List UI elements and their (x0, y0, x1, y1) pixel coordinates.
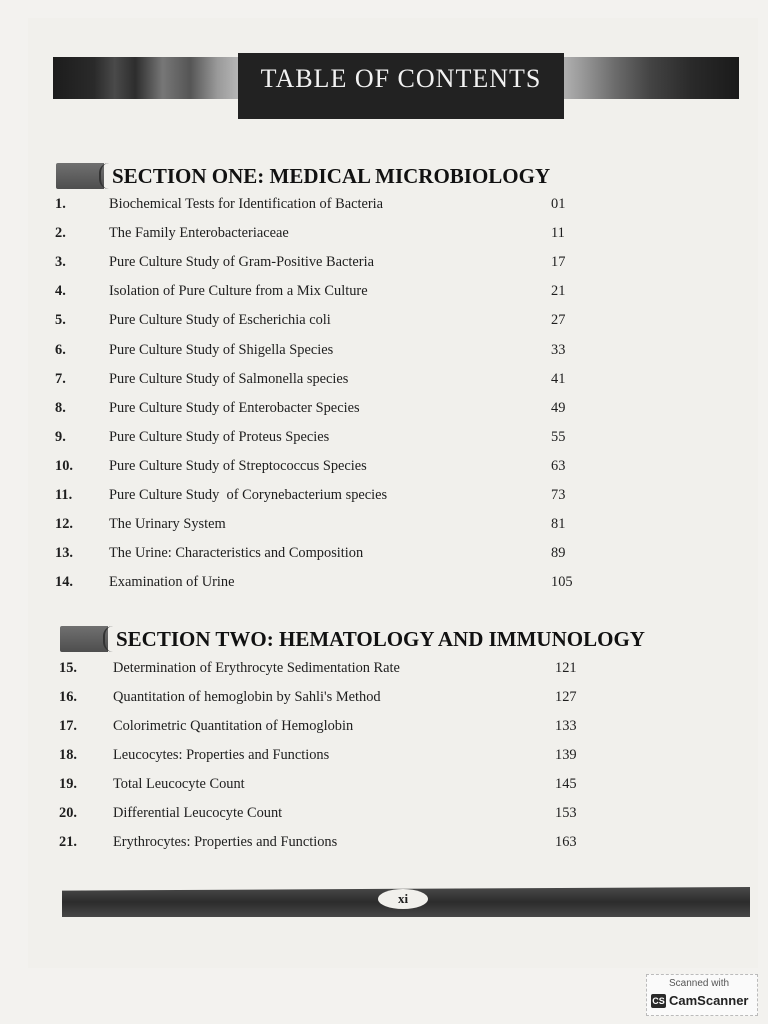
toc-row (55, 458, 655, 480)
toc-entry-title: Pure Culture Study of Proteus Species (109, 428, 330, 445)
toc-entry-page: 17 (551, 254, 566, 271)
toc-row (55, 342, 655, 364)
toc-row (55, 312, 655, 334)
toc-entry-title: Pure Culture Study of Streptococcus Species (109, 457, 367, 474)
toc-entry-title: Pure Culture Study of Corynebacterium species (109, 487, 388, 503)
toc-entry-title: Pure Culture Study of Salmonella species (109, 370, 349, 387)
toc-row (59, 805, 659, 827)
toc-row (55, 429, 655, 451)
toc-entry-title: Determination of Erythrocyte Sedimentation Rate (113, 660, 400, 676)
toc-row (59, 776, 659, 798)
toc-row (55, 283, 655, 305)
page-title: TABLE OF CONTENTS (238, 53, 564, 119)
toc-entry-title: Examination of Urine (109, 574, 235, 591)
toc-entry-title: The Family Enterobacteriaceae (109, 225, 289, 242)
section-two-title: SECTION TWO: HEMATOLOGY AND IMMUNOLOGY (116, 626, 645, 651)
toc-entry-title: The Urinary System (109, 516, 226, 533)
toc-entry-number: 13. (55, 545, 73, 562)
toc-entry-title: Colorimetric Quantitation of Hemoglobin (113, 718, 354, 734)
toc-entry-page: 27 (551, 312, 566, 329)
toc-entry-number: 4. (55, 283, 66, 300)
toc-entry-page: 127 (555, 689, 577, 705)
toc-entry-number: 20. (59, 805, 77, 821)
toc-entry-page: 33 (551, 341, 566, 358)
toc-entry-page: 41 (551, 370, 566, 387)
toc-entry-number: 9. (55, 428, 66, 445)
toc-entry-page: 153 (555, 805, 577, 821)
toc-entry-number: 11. (55, 487, 73, 503)
toc-entry-page: 01 (551, 196, 566, 212)
toc-entry-page: 139 (555, 747, 577, 763)
toc-row (55, 225, 655, 247)
toc-entry-number: 10. (55, 457, 73, 474)
toc-entry-number: 8. (55, 399, 66, 416)
toc-entry-page: 11 (551, 225, 565, 242)
toc-entry-number: 15. (59, 660, 77, 676)
toc-entry-number: 16. (59, 689, 77, 705)
toc-entry-title: Leucocytes: Properties and Functions (113, 747, 330, 763)
toc-row (55, 371, 655, 393)
toc-entry-title: The Urine: Characteristics and Composition (109, 545, 364, 562)
toc-row (55, 254, 655, 276)
toc-entry-number: 18. (59, 747, 77, 763)
watermark-top-text: Scanned with (669, 978, 730, 989)
toc-entry-page: 49 (551, 399, 566, 416)
toc-row (55, 400, 655, 422)
toc-row (59, 718, 659, 740)
toc-entry-page: 121 (555, 660, 577, 676)
camscanner-watermark (646, 974, 758, 1016)
section-tab-icon (60, 626, 108, 652)
toc-entry-number: 3. (55, 254, 66, 271)
footer-page-number: xi (378, 889, 428, 909)
toc-row (55, 574, 655, 596)
toc-entry-page: 163 (555, 834, 577, 850)
toc-entry-page: 55 (551, 428, 566, 445)
toc-entry-number: 1. (55, 196, 66, 212)
toc-row (55, 516, 655, 538)
toc-entry-title: Pure Culture Study of Shigella Species (109, 341, 334, 358)
toc-entry-number: 12. (55, 516, 73, 533)
section-tab-icon (56, 163, 104, 189)
toc-entry-page: 21 (551, 283, 566, 300)
section-one-title: SECTION ONE: MEDICAL MICROBIOLOGY (112, 163, 551, 188)
toc-entry-title: Isolation of Pure Culture from a Mix Culture (109, 283, 368, 300)
toc-row (55, 196, 655, 218)
toc-entry-title: Erythrocytes: Properties and Functions (113, 834, 338, 850)
toc-entry-number: 21. (59, 834, 77, 850)
toc-entry-page: 81 (551, 516, 566, 533)
toc-entry-title: Pure Culture Study of Enterobacter Species (109, 399, 360, 416)
toc-entry-page: 145 (555, 776, 577, 792)
toc-entry-title: Differential Leucocyte Count (113, 805, 283, 821)
toc-row (55, 487, 655, 509)
section-two-heading (60, 626, 645, 652)
toc-entry-title: Total Leucocyte Count (113, 776, 245, 792)
toc-entry-number: 14. (55, 574, 73, 591)
toc-entry-title: Quantitation of hemoglobin by Sahli's Method (113, 689, 381, 705)
toc-row (55, 545, 655, 567)
toc-row (59, 747, 659, 769)
toc-row (59, 689, 659, 711)
toc-row (59, 834, 659, 856)
toc-entry-number: 7. (55, 370, 66, 387)
toc-entry-title: Biochemical Tests for Identification of Bacteria (109, 196, 384, 212)
watermark-brand: CamScanner (669, 993, 749, 1008)
toc-entry-number: 6. (55, 341, 66, 358)
camscanner-logo-icon: CS (652, 996, 665, 1006)
toc-entry-page: 73 (551, 487, 566, 503)
toc-row (59, 660, 659, 682)
toc-entry-page: 105 (551, 574, 573, 591)
section-one-heading (56, 163, 550, 189)
toc-entry-number: 2. (55, 225, 66, 242)
toc-entry-number: 5. (55, 312, 66, 329)
toc-entry-page: 133 (555, 718, 577, 734)
toc-entry-number: 19. (59, 776, 77, 792)
toc-entry-title: Pure Culture Study of Escherichia coli (109, 312, 331, 329)
toc-entry-page: 63 (551, 457, 566, 474)
toc-entry-title: Pure Culture Study of Gram-Positive Bacteria (109, 254, 374, 271)
toc-entry-page: 89 (551, 545, 566, 562)
toc-entry-number: 17. (59, 718, 77, 734)
